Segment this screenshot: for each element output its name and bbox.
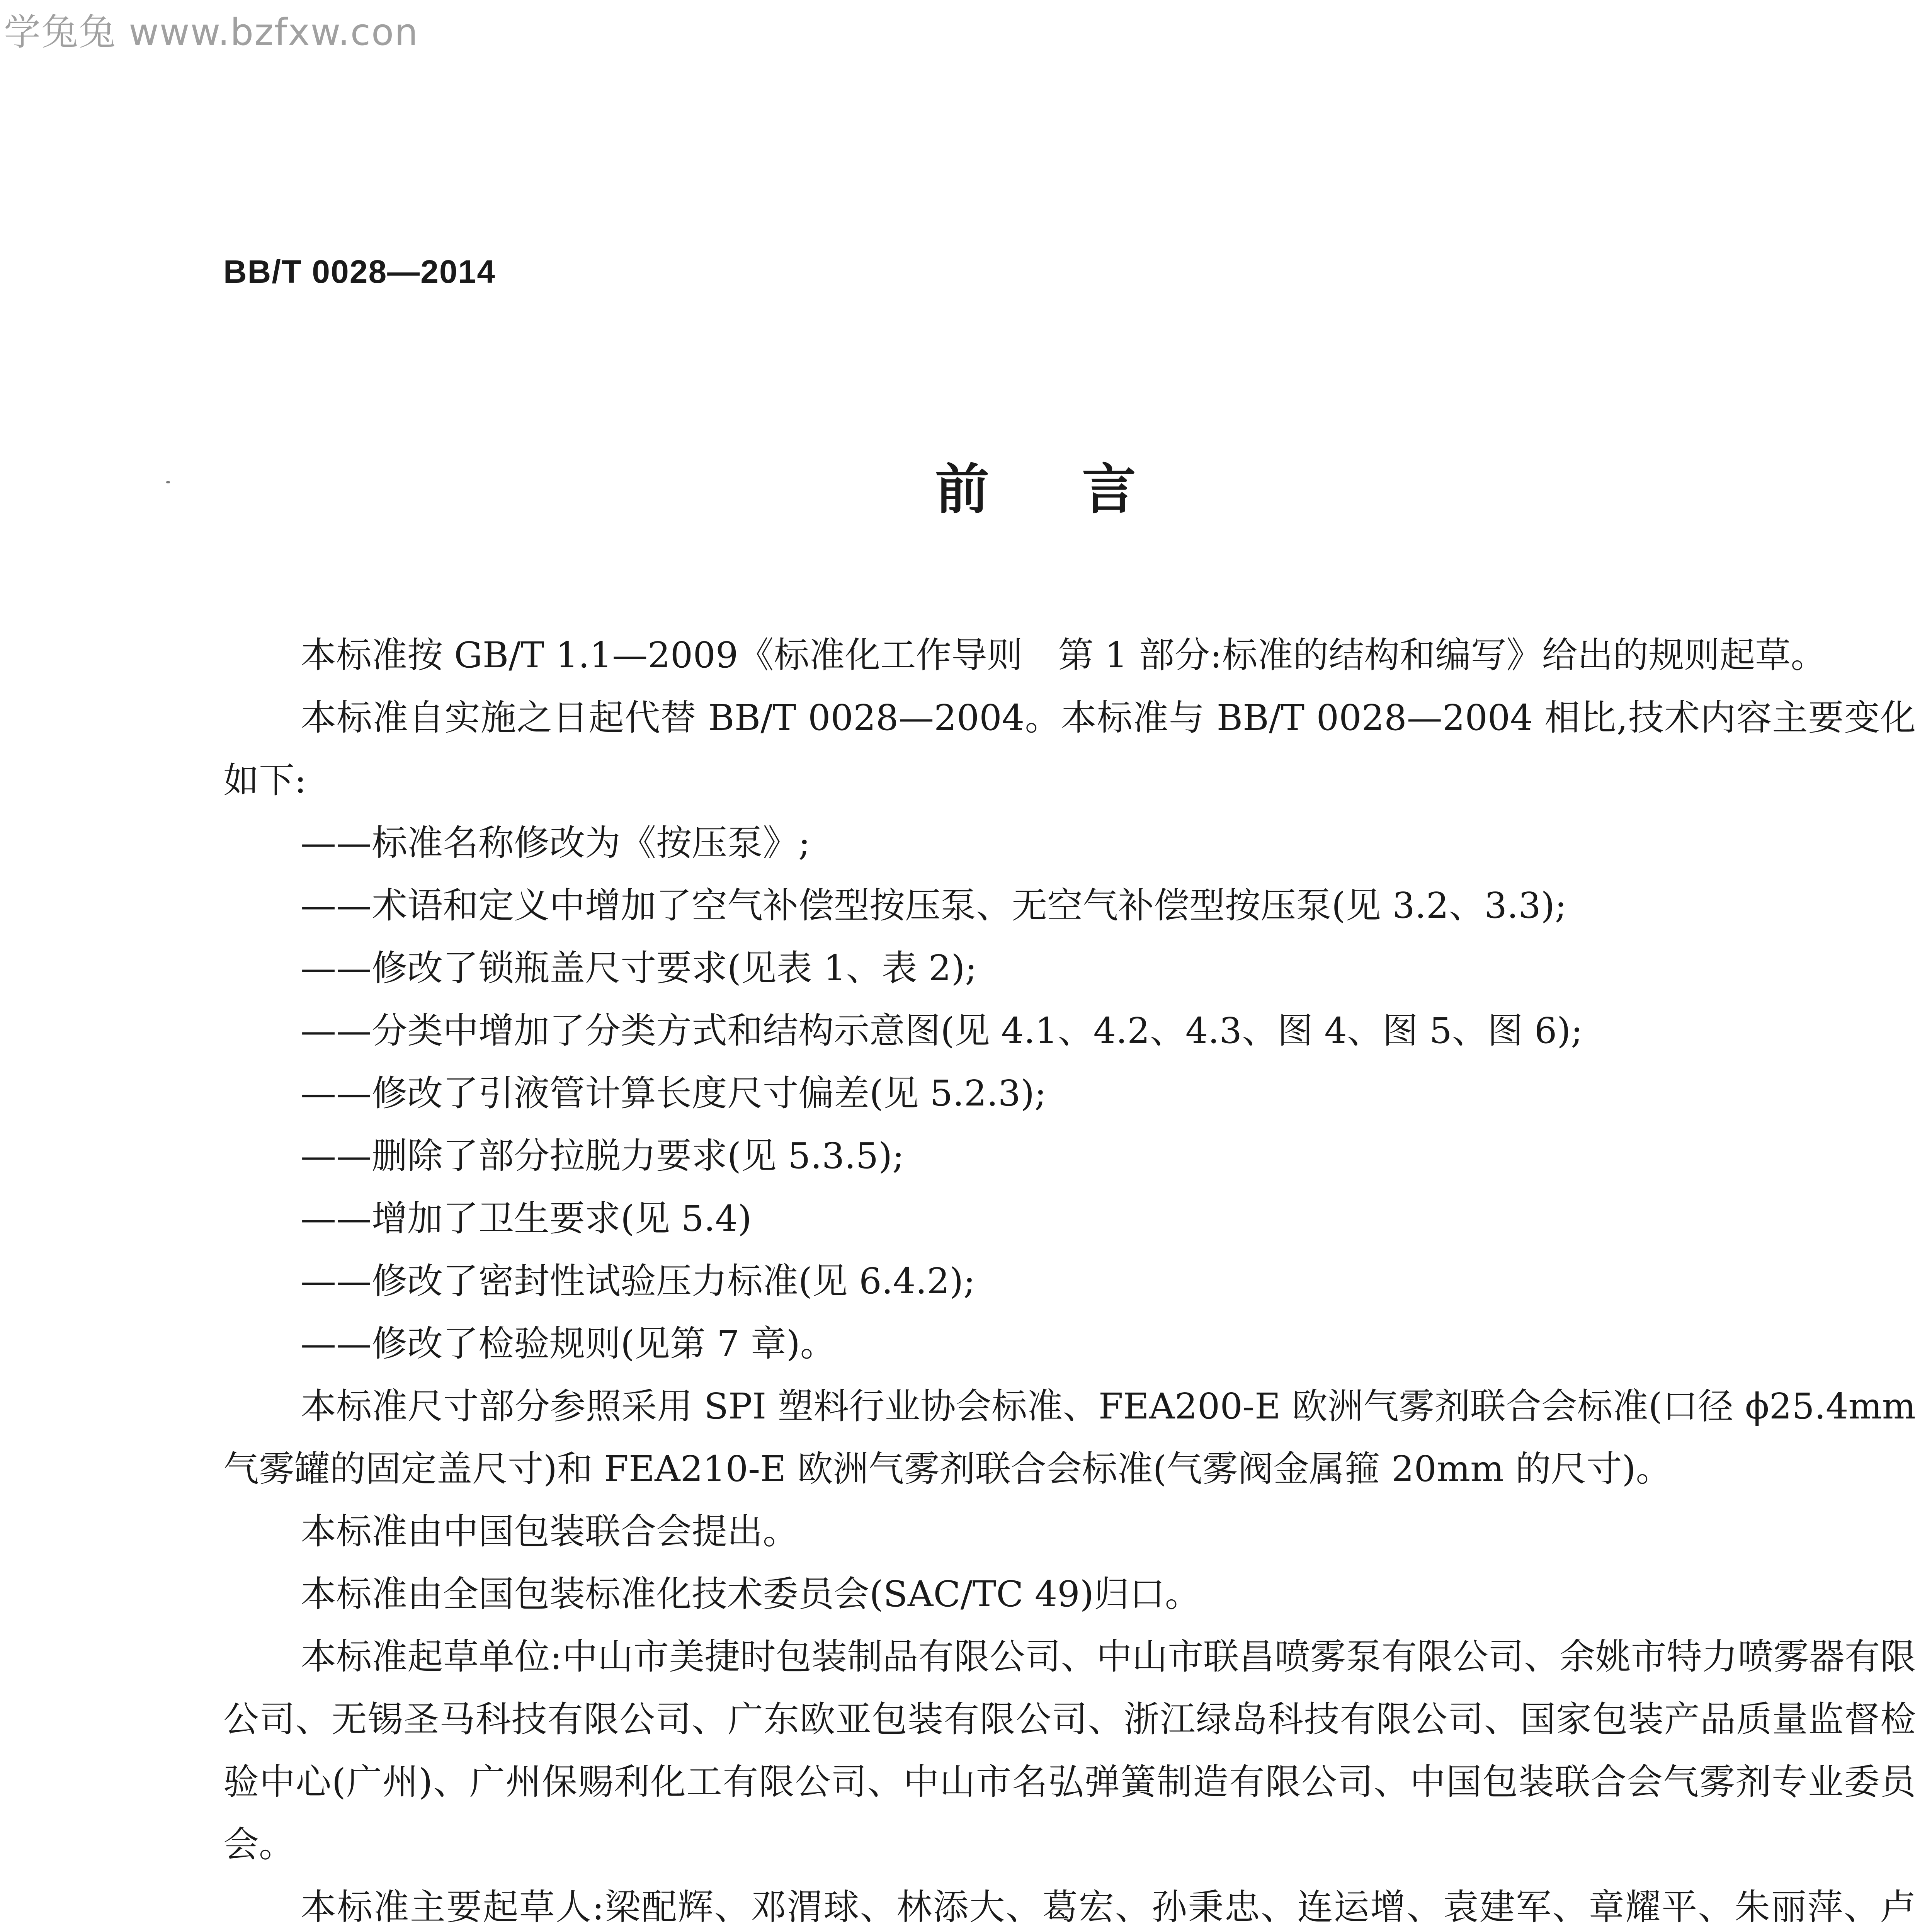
foreword-body: [223, 624, 1916, 1932]
paragraph-references: 本标准尺寸部分参照采用 SPI 塑料行业协会标准、FEA200-E 欧洲气雾剂联合会标准(口径 ϕ25.4mm 气雾罐的固定盖尺寸)和 FEA210-E 欧洲气雾剂联合会标准(气雾阀金属箍 20mm 的尺寸)。: [223, 1386, 1916, 1490]
paragraph-committee: 本标准由全国包装标准化技术委员会(SAC/TC 49)归口。: [301, 1573, 1201, 1615]
paragraph-drafters: 本标准主要起草人:梁配辉、邓渭球、林添大、葛宏、孙秉忠、连运增、袁建军、章耀平、朱丽萍、卢: [301, 1886, 1916, 1928]
title-char-2: 言: [1082, 458, 1136, 521]
change-item: ——标准名称修改为《按压泵》;: [301, 822, 810, 864]
paragraph-drafting-units: 本标准起草单位:中山市美捷时包装制品有限公司、中山市联昌喷雾泵有限公司、余姚市特力喷雾器有限公司、无锡圣马科技有限公司、广东欧亚包装有限公司、浙江绿岛科技有限公司、国家包装产品质量监督检验中心(广州)、广州保赐利化工有限公司、中山市名弘弹簧制造有限公司、中国包装联合会气雾剂专业委员会。: [223, 1636, 1916, 1865]
document-code: BB/T 0028—2014: [223, 253, 496, 290]
paragraph-drafting-rules: 本标准按 GB/T 1.1—2009《标准化工作导则 第 1 部分:标准的结构和编写》给出的规则起草。: [301, 634, 1827, 676]
watermark-text: 学兔兔 www.bzfxw.con: [4, 11, 419, 54]
change-item: ——修改了引液管计算长度尺寸偏差(见 5.2.3);: [301, 1073, 1047, 1114]
title-char-1: 前: [935, 458, 989, 521]
paragraph-proposer: 本标准由中国包装联合会提出。: [301, 1511, 799, 1552]
change-item: ——增加了卫生要求(见 5.4): [301, 1198, 752, 1239]
change-item: ——修改了锁瓶盖尺寸要求(见表 1、表 2);: [301, 947, 977, 989]
change-item: ——修改了密封性试验压力标准(见 6.4.2);: [301, 1260, 976, 1302]
change-list: [223, 812, 1916, 1375]
scan-speck: [166, 481, 170, 483]
page-title: [0, 446, 1932, 524]
change-item: ——分类中增加了分类方式和结构示意图(见 4.1、4.2、4.3、图 4、图 5、图 6);: [301, 1010, 1583, 1051]
change-item: ——删除了部分拉脱力要求(见 5.3.5);: [301, 1135, 905, 1177]
change-item: ——术语和定义中增加了空气补偿型按压泵、无空气补偿型按压泵(见 3.2、3.3);: [301, 885, 1567, 926]
change-item: ——修改了检验规则(见第 7 章)。: [301, 1323, 836, 1364]
paragraph-replacement: 本标准自实施之日起代替 BB/T 0028—2004。本标准与 BB/T 0028—2004 相比,技术内容主要变化如下:: [223, 697, 1916, 801]
